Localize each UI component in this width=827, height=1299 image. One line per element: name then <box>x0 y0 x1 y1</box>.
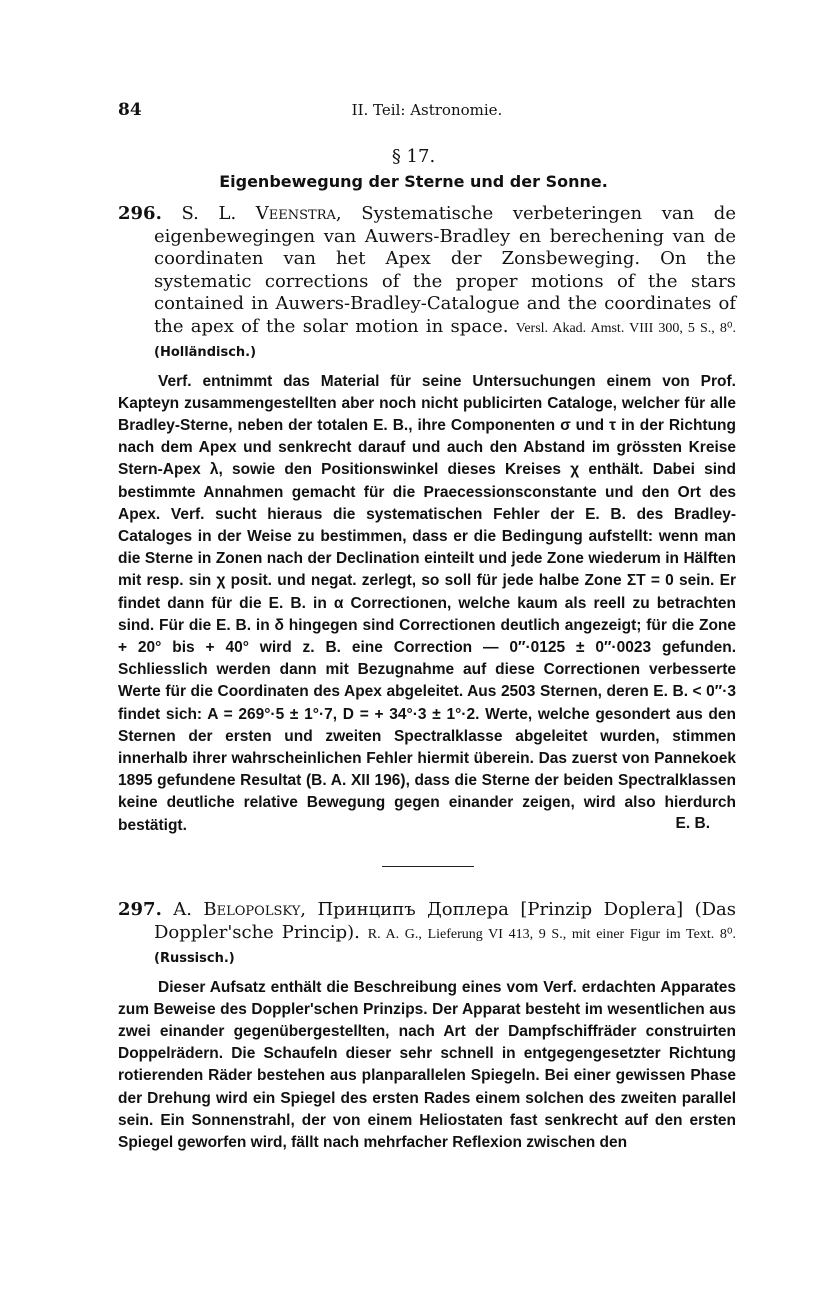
entry-number: 297. <box>118 899 162 920</box>
entry-language: (Holländisch.) <box>154 345 257 360</box>
entry-author: A. Belopolsky, <box>173 899 307 920</box>
section-title: Eigenbewegung der Sterne und der Sonne. <box>219 172 608 191</box>
page-header <box>118 100 736 124</box>
entry-author: S. L. Veenstra, <box>181 203 342 224</box>
entry-body: Verf. entnimmt das Material für seine Untersuchungen einem von Prof. Kapteyn zusammengestellten aber noch nicht publicirten Cataloge, welcher für alle Bradley-Sterne, neben der totalen E. B., ihre Componenten σ und τ in der Richtung nach dem Apex und senkrecht darauf und auch den Abstand im grössten Kreise Stern-Apex λ, sowie den Positionswinkel dieses Kreises χ enthält. Dabei sind bestimmte Annahmen gemacht für die Praecessionsconstante und den Ort des Apex. Verf. sucht hieraus die systematischen Fehler der E. B. des Bradley-Cataloges in der Weise zu bestimmen, dass er die Bedingung aufstellt: wenn man die Sterne in Zonen nach der Declination einteilt und jede Zone wiederum in Hälften mit resp. sin χ posit. und negat. zerlegt, so soll für jede halbe Zone ΣT = 0 sein. Er findet dann für die E. B. in α Correctionen, welche kaum als reell zu betrachten sind. Für die E. B. in δ hingegen sind Correctionen deutlich angezeigt; für die Zone + 20° bis + 40° wird z. B. eine Correction — 0″·0125 ± 0″·0023 gefunden. Schliesslich werden dann mit Bezugnahme auf diese Correctionen verbesserte Werte für die Coordinaten des Apex abgeleitet. Aus 2503 Sternen, deren E. B. < 0″·3 findet sich: A = 269°·5 ± 1°·7, D = + 34°·3 ± 1°·2. Werte, welche gesondert aus den Sternen der ersten und zweiten Spectralklasse abgeleitet wurden, stimmen innerhalb ihrer wahrscheinlichen Fehler hiermit überein. Das zuerst von Pannekoek 1895 gefundene Resultat (B. A. XII 196), dass die Sterne der beiden Spectralklassen keine deutliche relative Bewegung gegen einander zeigen, wird also hierdurch bestätigt. <box>118 372 736 834</box>
entry-297 <box>118 899 736 1154</box>
running-title: II. Teil: Astronomie. <box>351 101 503 119</box>
entry-reference: Versl. Akad. Amst. VIII 300, 5 S., 8⁰. <box>515 320 736 336</box>
entry-heading <box>118 899 736 971</box>
entry-body: Dieser Aufsatz enthält die Beschreibung eines vom Verf. erdachten Apparates zum Beweise des Doppler'schen Prinzips. Der Apparat besteht im wesentlichen aus zwei einander gegenübergestellten, nach Art der Dampfschiffräder construirten Doppelrädern. Die Schaufeln dieser sehr schnell in entgegengesetzter Richtung rotierenden Räder bestehen aus planparallelen Spiegeln. Bei einer gewissen Phase der Drehung wird ein Spiegel des ersten Rades einem solchen des zweiten parallel sein. Ein Sonnenstrahl, der von einem Heliostaten fast senkrecht auf den ersten Spiegel geworfen wird, fällt nach mehrfacher Reflexion zwischen den <box>118 978 736 1151</box>
entry-language: (Russisch.) <box>154 951 235 966</box>
entry-296 <box>118 203 736 833</box>
entry-number: 296. <box>118 203 162 224</box>
entry-title: Systematische verbeteringen van de eigenbewegingen van Auwers-Bradley en berechening van de coordinaten van het Apex der Zonsbeweging. On the systematic corrections of the proper motions of the stars contained in Auwers-Bradley-Catalogue and the coordinates of the apex of the solar motion in space. <box>154 203 736 337</box>
entry-title: Принципъ Доплера [Prinzip Doplera] (Das Doppler'sche Princip). <box>154 899 736 943</box>
section-number: § 17. <box>391 146 436 167</box>
entry-heading <box>118 203 736 365</box>
entry-reference: R. A. G., Lieferung VI 413, 9 S., mit einer Figur im Text. 8⁰. <box>367 926 736 942</box>
page-number: 84 <box>118 100 142 120</box>
entry-signature: E. B. <box>675 814 710 832</box>
separator-rule <box>382 866 474 867</box>
